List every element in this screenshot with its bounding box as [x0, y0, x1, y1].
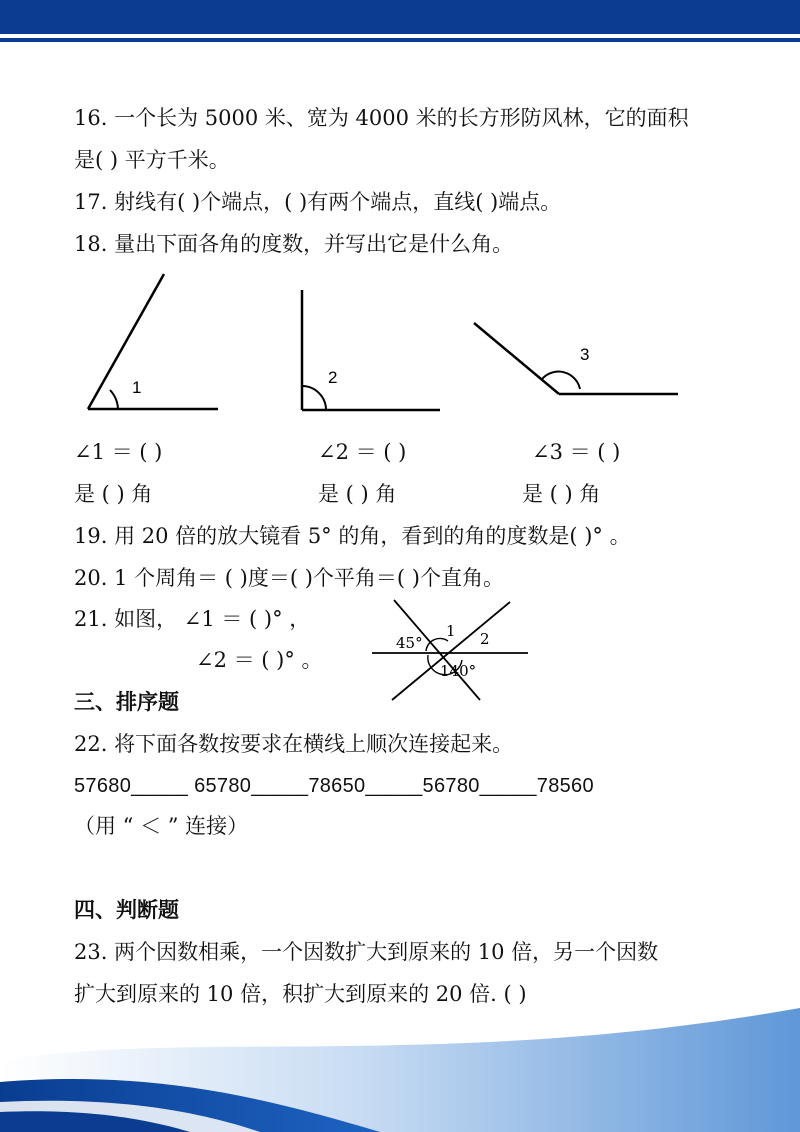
question-22-numbers: 57680_____ 65780_____78650_____56780_____78560 — [74, 775, 594, 797]
question-18: 18. 量出下面各角的度数，并写出它是什么角。 — [74, 232, 514, 256]
question-21-line2: ∠2 ＝ ( )° 。 — [196, 648, 323, 672]
question-20: 20. 1 个周角＝ ( )度＝( )个平角＝( )个直角。 — [74, 566, 504, 590]
angle-2-figure — [292, 284, 452, 419]
question-22-hint: （用 “ ＜ ” 连接） — [74, 814, 249, 838]
angle-1-marker: 1 — [446, 622, 456, 640]
angle-2-marker: 2 — [480, 630, 490, 648]
angle-1-answer: ∠1 ＝ ( ) — [74, 440, 163, 464]
question-17: 17. 射线有( )个端点，( )有两个端点，直线( )端点。 — [74, 190, 562, 214]
angle-140-label: 140° — [440, 662, 477, 680]
section-3-heading: 三、排序题 — [74, 690, 179, 714]
angle-1-type: 是 ( ) 角 — [74, 482, 153, 506]
angle-3-figure — [470, 316, 690, 406]
question-21-line1: 21. 如图， ∠1 ＝ ( )° ， — [74, 607, 311, 631]
question-23-line2: 扩大到原来的 10 倍，积扩大到原来的 20 倍. ( ) — [74, 982, 527, 1006]
question-16-line2: 是( ) 平方千米。 — [74, 148, 230, 172]
question-16-line1: 16. 一个长为 5000 米、宽为 4000 米的长方形防风林，它的面积 — [74, 106, 689, 130]
question-19: 19. 用 20 倍的放大镜看 5° 的角，看到的角的度数是( )° 。 — [74, 524, 631, 548]
angle-3-label: 3 — [580, 345, 590, 364]
angle-2-label: 2 — [328, 368, 338, 387]
angle-45-label: 45° — [396, 634, 423, 652]
footer-wave — [0, 1000, 800, 1132]
angle-2-type: 是 ( ) 角 — [318, 482, 397, 506]
angle-1-label: 1 — [132, 378, 142, 397]
angle-3-answer: ∠3 ＝ ( ) — [532, 440, 621, 464]
question-23-line1: 23. 两个因数相乘，一个因数扩大到原来的 10 倍，另一个因数 — [74, 940, 659, 964]
section-4-heading: 四、判断题 — [74, 898, 179, 922]
angle-2-answer: ∠2 ＝ ( ) — [318, 440, 407, 464]
angle-1-figure — [80, 268, 230, 418]
angle-3-type: 是 ( ) 角 — [522, 482, 601, 506]
intersecting-lines-figure — [368, 596, 538, 706]
question-22: 22. 将下面各数按要求在横线上顺次连接起来。 — [74, 732, 514, 756]
header-band — [0, 0, 800, 52]
